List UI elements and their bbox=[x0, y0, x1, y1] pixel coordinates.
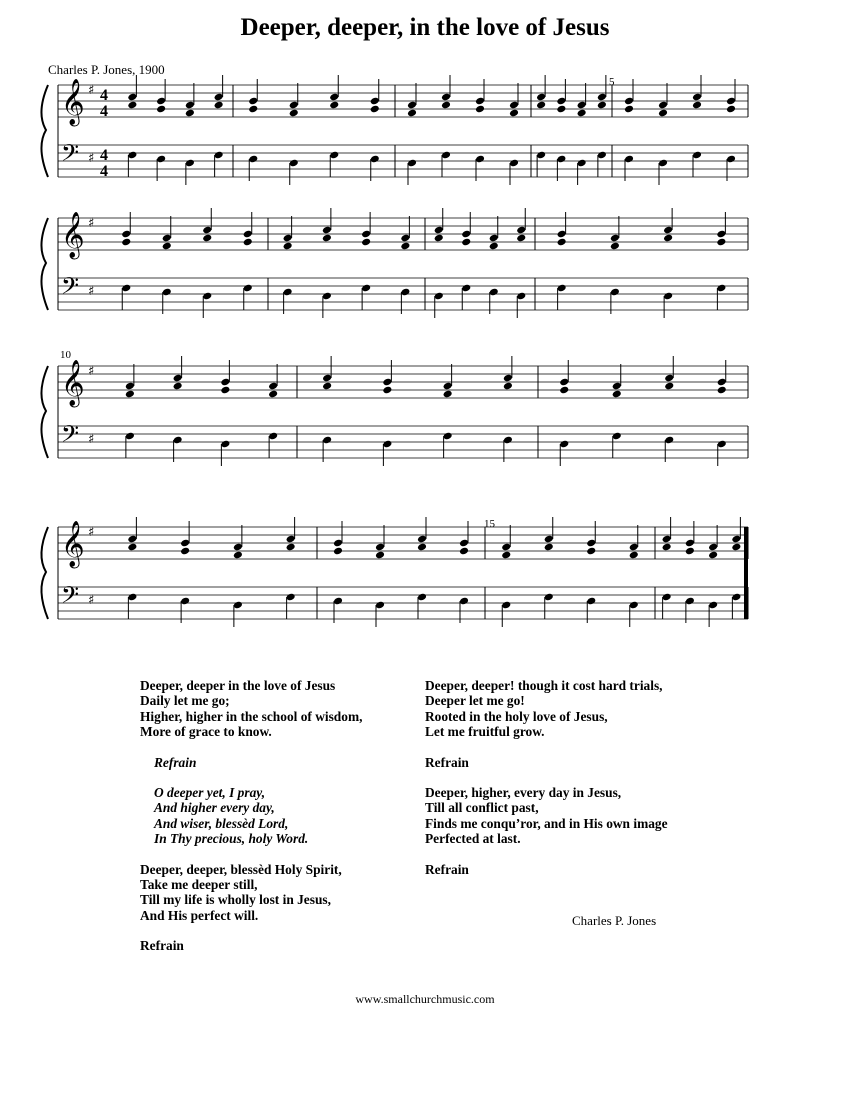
note-head bbox=[516, 234, 526, 243]
note-head bbox=[180, 547, 190, 556]
author-signature: Charles P. Jones bbox=[572, 913, 657, 928]
hymn-title: Deeper, deeper, in the love of Jesus bbox=[240, 14, 610, 41]
note-head bbox=[127, 543, 137, 552]
treble-clef-icon: 𝄞 bbox=[61, 212, 85, 258]
note-head bbox=[289, 109, 299, 118]
stanza-4-line-1: Deeper, higher, every day in Jesus, bbox=[425, 785, 622, 801]
brace bbox=[41, 85, 48, 177]
note-head bbox=[173, 382, 183, 391]
treble-clef-icon: 𝄞 bbox=[61, 521, 85, 567]
note-head bbox=[731, 543, 741, 552]
refrain-line-4: In Thy precious, holy Word. bbox=[154, 831, 309, 847]
note-head bbox=[162, 242, 172, 251]
refrain-line-3: And wiser, blessèd Lord, bbox=[154, 815, 289, 831]
stanza-4-line-2: Till all conflict past, bbox=[425, 800, 539, 816]
score-systems bbox=[41, 75, 748, 627]
note-head bbox=[407, 109, 417, 118]
stanza-1-line-4: More of grace to know. bbox=[140, 724, 272, 740]
note-head bbox=[509, 109, 519, 118]
note-head bbox=[475, 105, 485, 114]
note-head bbox=[612, 390, 622, 399]
treble-clef-icon: 𝄞 bbox=[61, 79, 85, 125]
note-head bbox=[233, 551, 243, 560]
note-head bbox=[417, 543, 427, 552]
stanza-1-line-1: Deeper, deeper in the love of Jesus bbox=[140, 678, 336, 693]
note-head bbox=[243, 238, 253, 247]
note-head bbox=[400, 242, 410, 251]
refrain-label-2: Refrain bbox=[140, 938, 184, 954]
note-head bbox=[127, 101, 137, 110]
note-head bbox=[214, 101, 224, 110]
note-head bbox=[443, 390, 453, 399]
lyrics-right-column bbox=[425, 678, 755, 877]
measure-number-5: 5 bbox=[609, 76, 615, 88]
sharp-icon: ♯ bbox=[88, 216, 95, 231]
bass-clef-icon: 𝄢 bbox=[61, 420, 80, 453]
note-head bbox=[329, 101, 339, 110]
note-head bbox=[125, 390, 135, 399]
bass-clef-icon: 𝄢 bbox=[61, 139, 80, 172]
note-head bbox=[610, 242, 620, 251]
stanza-3-line-4: Let me fruitful grow. bbox=[425, 724, 545, 740]
note-head bbox=[121, 238, 131, 247]
note-head bbox=[489, 242, 499, 251]
note-head bbox=[544, 543, 554, 552]
note-head bbox=[577, 109, 587, 118]
note-head bbox=[501, 551, 511, 560]
note-head bbox=[202, 234, 212, 243]
stanza-3-line-3: Rooted in the holy love of Jesus, bbox=[425, 708, 608, 724]
time-signature-bottom: 4 bbox=[100, 103, 108, 120]
sharp-icon: ♯ bbox=[88, 525, 95, 540]
note-head bbox=[624, 105, 634, 114]
note-head bbox=[556, 105, 566, 114]
time-signature-top: 4 bbox=[100, 147, 108, 164]
note-head bbox=[716, 238, 726, 247]
measure-number-10: 10 bbox=[60, 349, 71, 361]
note-head bbox=[557, 238, 567, 247]
note-head bbox=[459, 547, 469, 556]
note-head bbox=[322, 382, 332, 391]
note-head bbox=[597, 101, 607, 110]
lyrics-left-column bbox=[140, 678, 430, 954]
note-head bbox=[286, 543, 296, 552]
note-head bbox=[461, 238, 471, 247]
website-footer[interactable]: www.smallchurchmusic.com bbox=[355, 992, 495, 1006]
note-head bbox=[658, 109, 668, 118]
note-head bbox=[333, 547, 343, 556]
bass-clef-icon: 𝄢 bbox=[61, 272, 80, 305]
stanza-4-line-3: Finds me conqu’ror, and in His own image bbox=[425, 815, 668, 831]
note-head bbox=[434, 234, 444, 243]
sharp-icon: ♯ bbox=[88, 364, 95, 379]
note-head bbox=[536, 101, 546, 110]
sharp-icon: ♯ bbox=[88, 83, 95, 98]
note-head bbox=[559, 386, 569, 395]
note-head bbox=[283, 242, 293, 251]
note-head bbox=[685, 547, 695, 556]
sharp-icon: ♯ bbox=[88, 151, 95, 166]
bass-clef-icon: 𝄢 bbox=[61, 581, 80, 614]
note-head bbox=[662, 543, 672, 552]
note-head bbox=[361, 238, 371, 247]
stanza-3-line-2: Deeper let me go! bbox=[425, 693, 525, 709]
composer-credit: Charles P. Jones, 1900 bbox=[48, 62, 165, 77]
refrain-label-3: Refrain bbox=[425, 754, 469, 770]
stanza-1-line-2: Daily let me go; bbox=[140, 693, 230, 709]
stanza-4-line-4: Perfected at last. bbox=[425, 831, 521, 847]
measure-number-15: 15 bbox=[484, 518, 495, 530]
note-head bbox=[370, 105, 380, 114]
note-head bbox=[586, 547, 596, 556]
brace bbox=[41, 218, 48, 310]
note-head bbox=[692, 101, 702, 110]
brace bbox=[41, 527, 48, 619]
time-signature-bottom: 4 bbox=[100, 163, 108, 180]
note-head bbox=[717, 386, 727, 395]
note-head bbox=[268, 390, 278, 399]
sharp-icon: ♯ bbox=[88, 593, 95, 608]
note-head bbox=[629, 551, 639, 560]
refrain-label-4: Refrain bbox=[425, 861, 469, 877]
stanza-1-line-3: Higher, higher in the school of wisdom, bbox=[140, 708, 363, 724]
final-barline bbox=[744, 527, 748, 619]
note-head bbox=[441, 101, 451, 110]
note-head bbox=[726, 105, 736, 114]
stanza-3-line-1: Deeper, deeper! though it cost hard trials, bbox=[425, 678, 663, 693]
stanza-2-line-1: Deeper, deeper, blessèd Holy Spirit, bbox=[140, 861, 342, 877]
treble-clef-icon: 𝄞 bbox=[61, 360, 85, 406]
note-head bbox=[503, 382, 513, 391]
note-head bbox=[185, 109, 195, 118]
note-head bbox=[156, 105, 166, 114]
refrain-heading: Refrain bbox=[154, 754, 197, 770]
note-head bbox=[708, 551, 718, 560]
time-signature-top: 4 bbox=[100, 87, 108, 104]
refrain-line-2: And higher every day, bbox=[154, 800, 275, 816]
sharp-icon: ♯ bbox=[88, 284, 95, 299]
brace bbox=[41, 366, 48, 458]
stanza-2-line-4: And His perfect will. bbox=[140, 907, 259, 923]
note-head bbox=[663, 234, 673, 243]
note-head bbox=[382, 386, 392, 395]
note-head bbox=[375, 551, 385, 560]
refrain-line-1: O deeper yet, I pray, bbox=[154, 785, 266, 801]
note-head bbox=[248, 105, 258, 114]
note-head bbox=[322, 234, 332, 243]
note-head bbox=[664, 382, 674, 391]
sharp-icon: ♯ bbox=[88, 432, 95, 447]
note-head bbox=[220, 386, 230, 395]
stanza-2-line-2: Take me deeper still, bbox=[140, 877, 258, 893]
stanza-2-line-3: Till my life is wholly lost in Jesus, bbox=[140, 892, 331, 908]
